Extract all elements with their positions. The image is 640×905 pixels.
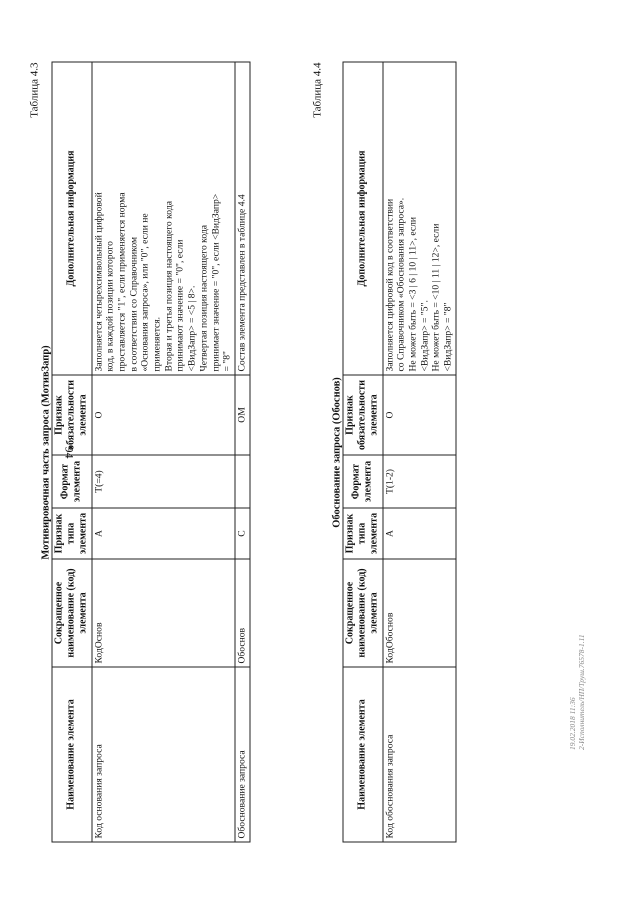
- element-code: КодОбоснов: [383, 559, 456, 667]
- rotated-page-content: [29, 63, 612, 843]
- info-line: = "8": [221, 351, 233, 372]
- table-4-4: [343, 62, 457, 843]
- info-line: Заполняется цифровой код в соответствии: [384, 198, 396, 372]
- element-code: Обоснов: [235, 559, 250, 667]
- info-line: <ВидЗапр> = <5 | 8>.: [186, 285, 198, 372]
- element-name: Обоснование запроса: [235, 667, 250, 842]
- element-format: Т(=4): [92, 455, 235, 508]
- info-line: применяется.: [151, 316, 163, 372]
- element-format: Т(1-2): [383, 455, 456, 508]
- table-4-3-block: [29, 63, 251, 843]
- page-number: 94: [62, 446, 77, 459]
- info-line: <ВидЗапр> = "5".: [419, 300, 431, 372]
- header-cell: Сокращенное наименование (код) элемента: [52, 559, 92, 667]
- info-line: принимает значение = "0", если <ВидЗапр>: [210, 193, 222, 372]
- info-line: Вторая и третья позиция настоящего кода: [163, 201, 175, 372]
- element-info: [92, 62, 235, 375]
- header-cell: Дополнительная информация: [343, 62, 383, 375]
- element-required: О: [383, 375, 456, 455]
- element-format: [235, 455, 250, 508]
- element-name: Код обоснования запроса: [383, 667, 456, 842]
- table-row: [235, 62, 250, 842]
- info-line: Четвертая позиция настоящего кода: [198, 224, 210, 372]
- table-row: [383, 62, 456, 842]
- header-cell: Наименование элемента: [343, 667, 383, 842]
- info-line: Заполняется четырехсимвольный цифровой: [93, 192, 105, 372]
- element-name: Код основания запроса: [92, 667, 235, 842]
- info-line: в соответствии со Справочником: [128, 236, 140, 372]
- info-line: «Основания запроса», или "0", если не: [139, 213, 151, 372]
- element-type: А: [383, 508, 456, 559]
- info-line: Не может быть = <10 | 11 | 12>, если: [430, 223, 442, 372]
- table-row: [92, 62, 235, 842]
- table-4-4-block: [312, 63, 457, 843]
- header-cell: Признак типа элемента: [52, 508, 92, 559]
- table-title: Мотивировочная часть запроса (МотивЗапр): [40, 345, 52, 560]
- info-line: принимают значение = "0", если: [174, 239, 186, 372]
- table-4-3: [52, 62, 251, 843]
- info-line: Состав элемента представлен в таблице 4.4: [236, 194, 248, 372]
- element-code: КодОснов: [92, 559, 235, 667]
- header-cell: Признак обязательности элемента: [52, 375, 92, 455]
- info-line: Не может быть = <3 | 6 | 10 | 11>, если: [407, 216, 419, 372]
- stamp-line: 19.02.2018 11:36: [568, 697, 577, 750]
- element-info: [235, 62, 250, 375]
- info-line: <ВидЗапр> = "8": [442, 302, 454, 372]
- header-cell: Формат элемента: [52, 455, 92, 508]
- header-cell: Дополнительная информация: [52, 62, 92, 375]
- element-info: [383, 62, 456, 375]
- table-header-row: [343, 62, 383, 842]
- element-type: А: [92, 508, 235, 559]
- element-required: О: [92, 375, 235, 455]
- header-cell: Признак обязательности элемента: [343, 375, 383, 455]
- info-line: со Справочником «Обоснования запроса».: [395, 197, 407, 372]
- table-header-row: [52, 62, 92, 842]
- element-type: С: [235, 508, 250, 559]
- stamp-line: 2-Исполнитель/НП/Труш.76578-1.11: [577, 634, 586, 750]
- info-line: проставляется "1", если применяется норма: [116, 192, 128, 372]
- header-cell: Признак типа элемента: [343, 508, 383, 559]
- document-stamp: [568, 600, 586, 750]
- info-line: код, в каждой позиции которого: [104, 241, 116, 372]
- table-caption: Таблица 4.4: [311, 62, 324, 118]
- header-cell: Формат элемента: [343, 455, 383, 508]
- table-title: Обоснование запроса (Обоснов): [331, 377, 343, 528]
- table-caption: Таблица 4.3: [28, 62, 41, 118]
- header-cell: Сокращенное наименование (код) элемента: [343, 559, 383, 667]
- element-required: ОМ: [235, 375, 250, 455]
- header-cell: Наименование элемента: [52, 667, 92, 842]
